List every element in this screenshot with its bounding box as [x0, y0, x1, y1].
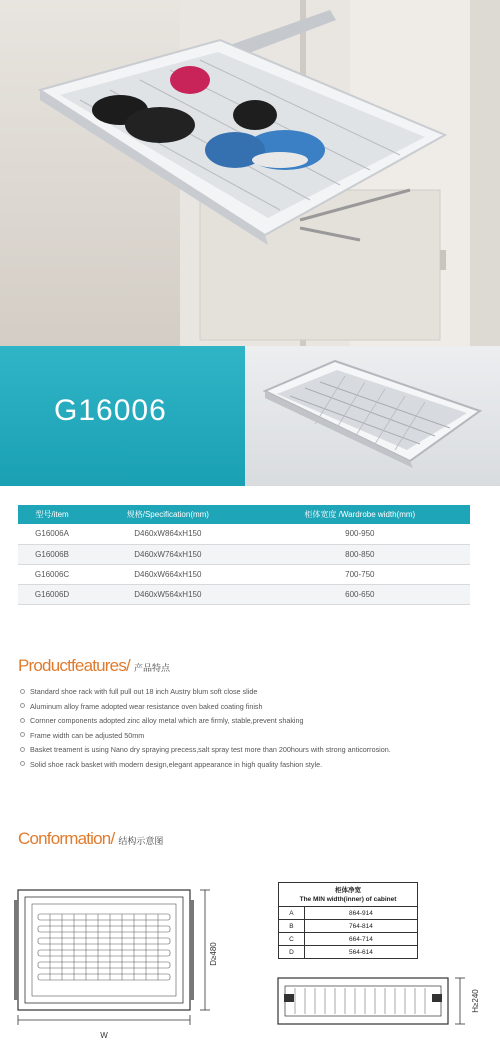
model-letter: D — [279, 946, 305, 959]
table-row — [18, 544, 470, 564]
model-banner — [0, 346, 245, 486]
model-letter: A — [279, 907, 305, 920]
list-item — [20, 743, 490, 758]
model-letter: C — [279, 933, 305, 946]
table-row — [279, 933, 418, 946]
feature-text: Basket treament is using Nano dry spraying precess,salt spray test more than 200hours with strong anticorrosion. — [30, 745, 391, 754]
conformation-title — [18, 829, 163, 849]
min-width-header — [279, 883, 418, 907]
height-dimension-label: H≥240 — [471, 989, 480, 1013]
depth-dimension-label: D≥480 — [209, 942, 218, 966]
spec-width: 800-850 — [250, 544, 470, 564]
spec-width: 700-750 — [250, 564, 470, 584]
feature-text: Aluminum alloy frame adopted wear resistance oven baked coating finish — [30, 701, 263, 711]
table-row — [279, 946, 418, 959]
list-item — [20, 729, 490, 744]
table-row — [18, 584, 470, 604]
spec-width: 600-650 — [250, 584, 470, 604]
features-title-text: Productfeatures — [18, 656, 127, 675]
spec-header-item: 型号/item — [18, 505, 86, 524]
features-list — [20, 685, 490, 772]
spec-size: D460xW564xH150 — [86, 584, 250, 604]
basket-slots — [38, 914, 170, 980]
bullet-icon — [20, 747, 25, 752]
conformation-title-text: Conformation — [18, 829, 111, 848]
spec-size: D460xW864xH150 — [86, 524, 250, 544]
spec-header-specification: 规格/Specification(mm) — [86, 505, 250, 524]
model-band — [0, 346, 500, 486]
features-title-slash: / — [126, 656, 130, 675]
conformation-drawing — [0, 870, 500, 1058]
spec-header-wardrobe-width: 柜体宽度 /Wardrobe width(mm) — [250, 505, 470, 524]
min-width-value: 764-814 — [304, 920, 417, 933]
table-row — [279, 907, 418, 920]
bullet-icon — [20, 761, 25, 766]
spec-item: G16006C — [18, 564, 86, 584]
features-title — [18, 656, 170, 676]
table-row — [18, 564, 470, 584]
hero-product-photo — [0, 0, 500, 346]
feature-text: Standard shoe rack with full pull out 18 inch Austry blum soft close slide — [30, 687, 258, 696]
min-width-value: 664-714 — [304, 933, 417, 946]
bullet-icon — [20, 718, 25, 723]
min-width-header-cn: 柜体净宽 — [335, 886, 361, 894]
spec-item: G16006B — [18, 544, 86, 564]
min-width-header-en: The MIN width(inner) of cabinet — [299, 895, 397, 903]
feature-text: Frame width can be adjusted 50mm — [30, 730, 145, 740]
bullet-icon — [20, 703, 25, 708]
min-width-value: 864-914 — [304, 907, 417, 920]
features-subtitle: 产品特点 — [133, 663, 170, 673]
bullet-icon — [20, 732, 25, 737]
spec-width: 900-950 — [250, 524, 470, 544]
min-width-value: 564-614 — [304, 946, 417, 959]
bullet-icon — [20, 689, 25, 694]
list-item — [20, 685, 490, 700]
conformation-subtitle: 结构示意图 — [118, 836, 164, 846]
spec-item: G16006A — [18, 524, 86, 544]
spec-size: D460xW664xH150 — [86, 564, 250, 584]
min-width-table — [278, 882, 418, 959]
table-row — [279, 920, 418, 933]
conformation-title-slash: / — [110, 829, 115, 848]
feature-text: Cornner components adopted zinc alloy metal which are firmly, stable,prevent shaking — [30, 716, 304, 725]
list-item — [20, 700, 490, 715]
list-item — [20, 758, 490, 773]
table-row — [18, 524, 470, 544]
width-dimension-label: W — [100, 1031, 108, 1040]
spec-item: G16006D — [18, 584, 86, 604]
basket-product-photo — [245, 346, 500, 486]
model-code: G16006 — [54, 394, 167, 427]
list-item — [20, 714, 490, 729]
spec-table — [18, 505, 470, 605]
model-letter: B — [279, 920, 305, 933]
spec-size: D460xW764xH150 — [86, 544, 250, 564]
feature-text: Solid shoe rack basket with modern design,elegant appearance in high quality fashion style. — [30, 759, 323, 769]
